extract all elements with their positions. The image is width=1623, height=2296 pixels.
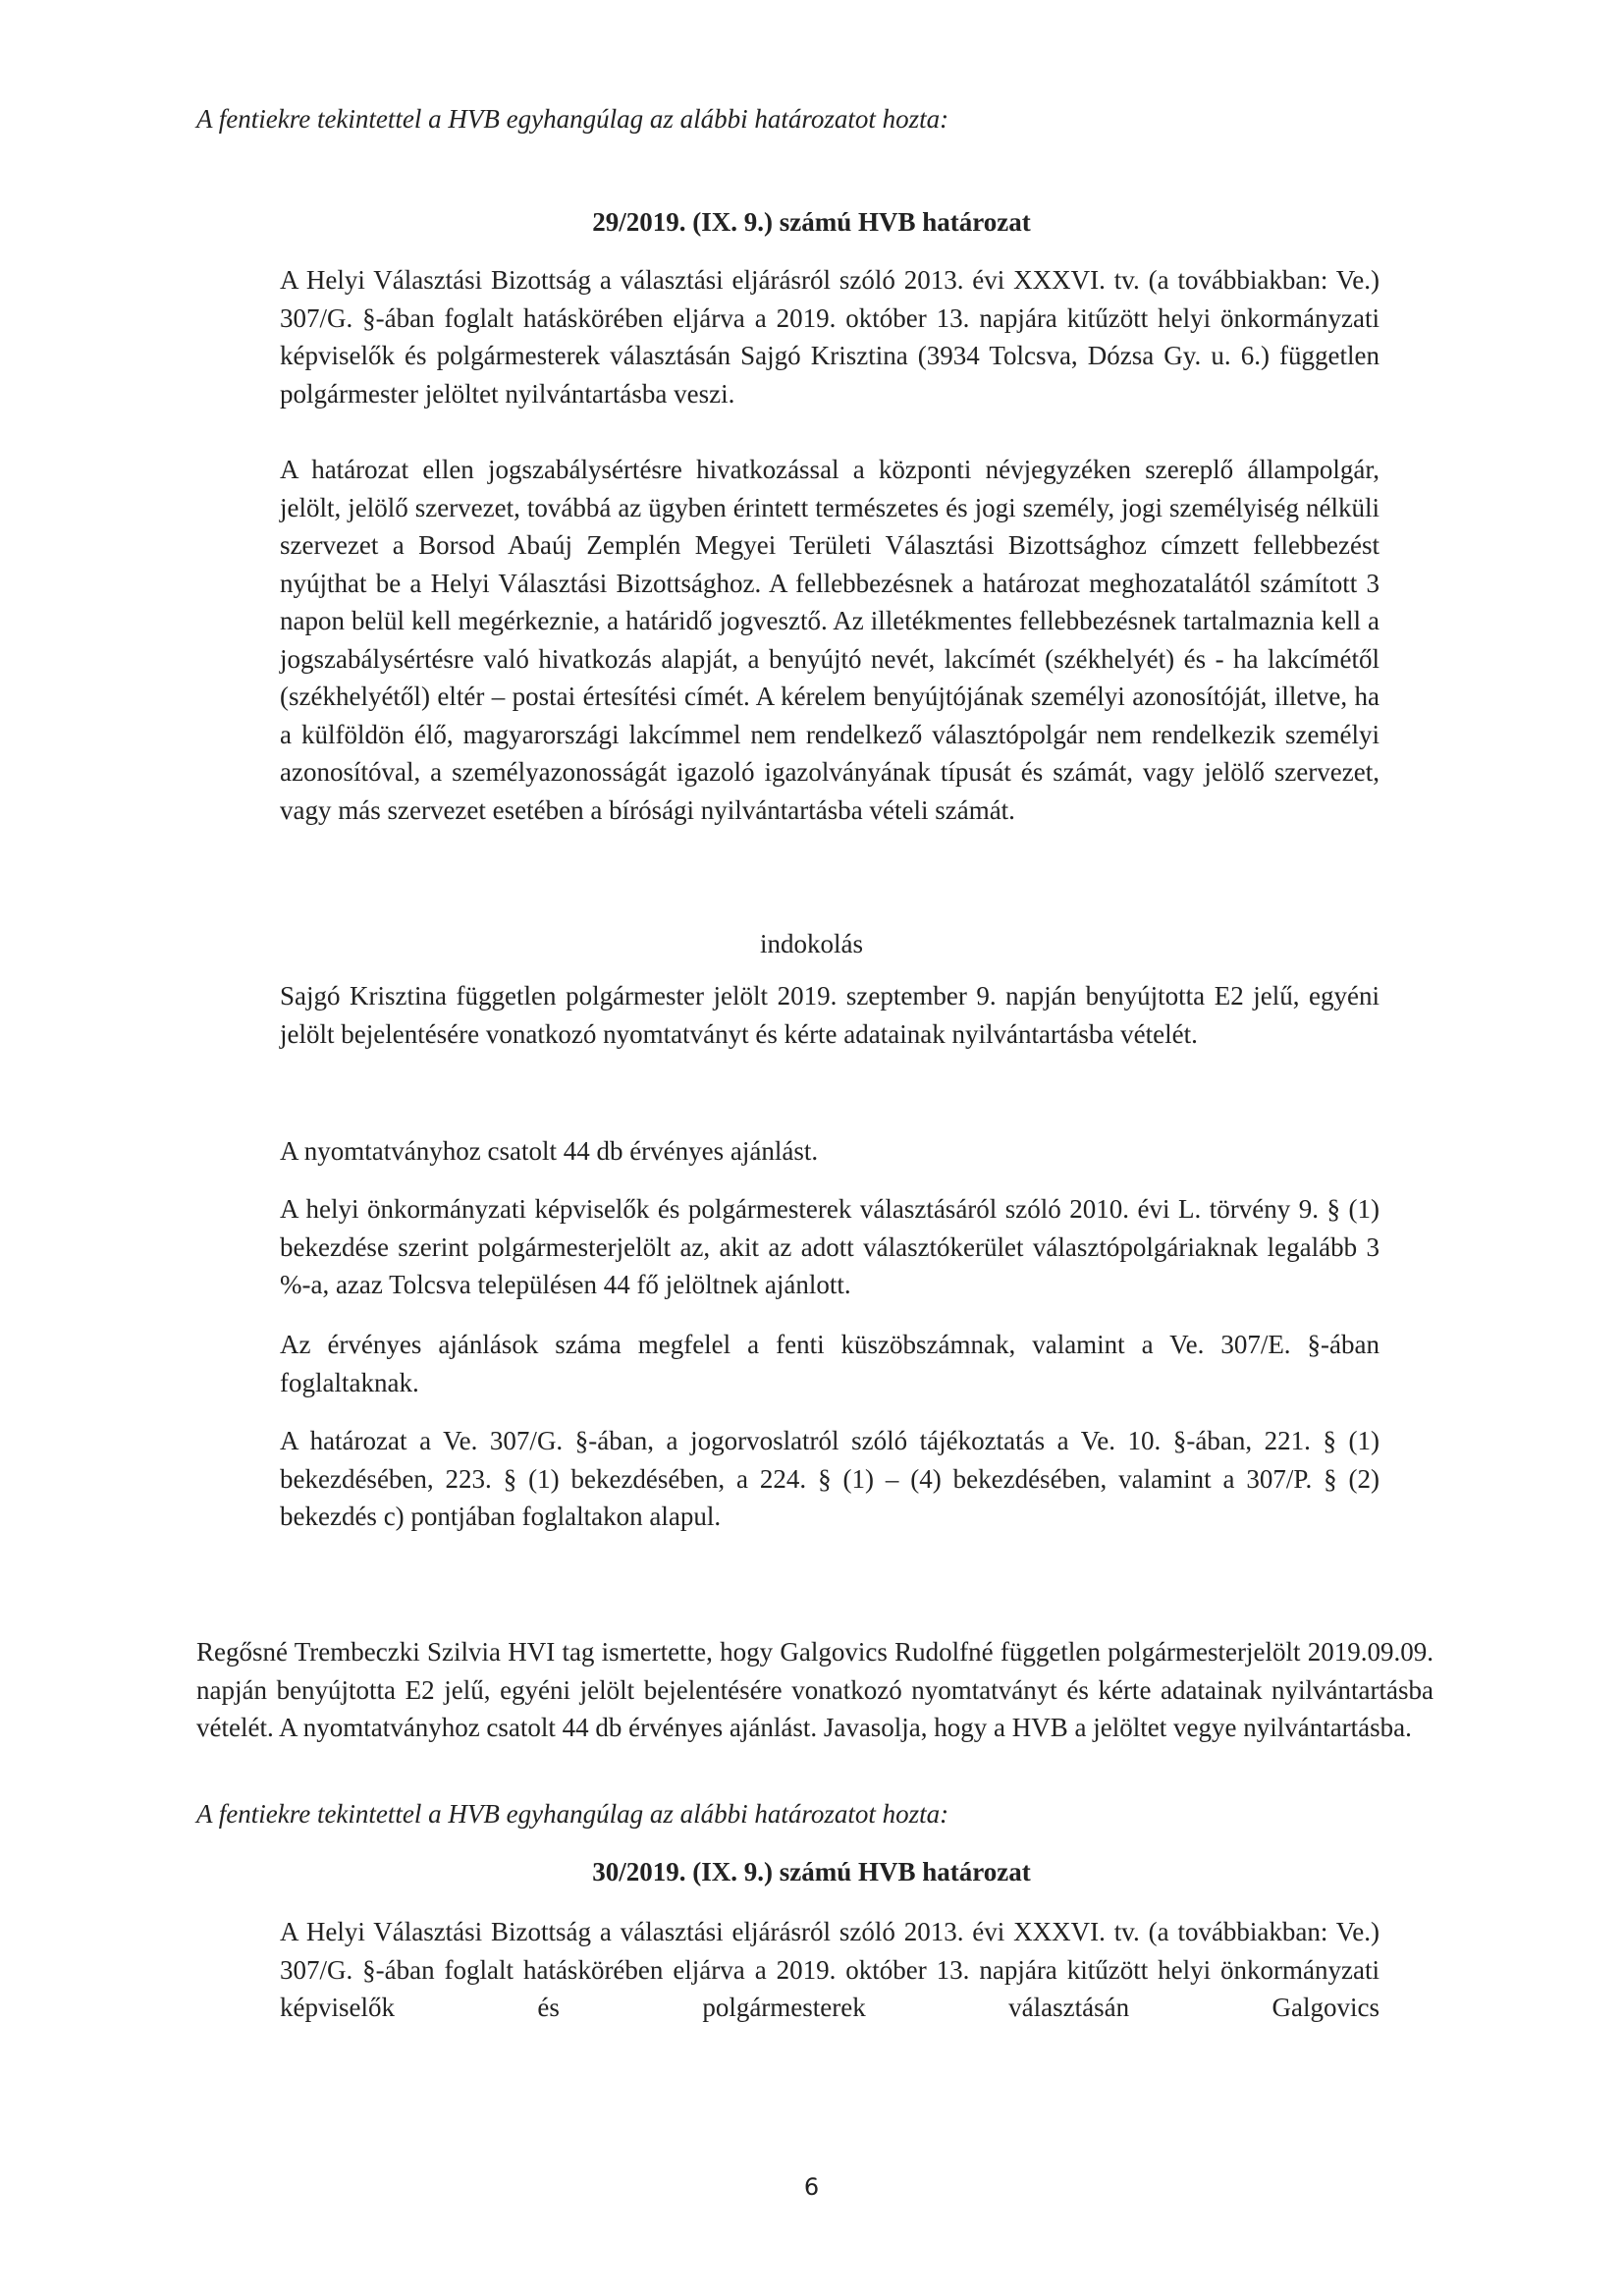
decision-29-body: A Helyi Választási Bizottság a választási eljárásról szóló 2013. évi XXXVI. tv. (a továbbiakban: Ve.) 307/G. §-ában foglalt hatáskörében eljárva a 2019. október 13. napjára kitűzött helyi önkormányzati képviselők és polgármesterek választásán Sajgó Krisztina (3934 Tolcsva, Dózsa Gy. u. 6.) független polgármester jelöltet nyilvántartásba veszi.	[280, 265, 1380, 409]
intro-line-2: A fentiekre tekintettel a HVB egyhangúlag az alábbi határozatot hozta:	[196, 1799, 949, 1829]
reason-paragraph-3: A helyi önkormányzati képviselők és polgármesterek választásáról szóló 2010. évi L. törvény 9. § (1) bekezdése szerint polgármesterjelölt az, akit az adott választókerület választópolgáriaknak legalább 3 %-a, azaz Tolcsva településen 44 fő jelöltnek ajánlott.	[280, 1194, 1380, 1299]
decision-29-title: 29/2019. (IX. 9.) számú HVB határozat	[592, 207, 1031, 237]
reasoning-heading: indokolás	[760, 929, 863, 958]
reason-paragraph-2: A nyomtatványhoz csatolt 44 db érvényes ajánlást.	[280, 1136, 819, 1166]
reason-paragraph-1: Sajgó Krisztina független polgármester jelölt 2019. szeptember 9. napján benyújtotta E2 jelű, egyéni jelölt bejelentésére vonatkozó nyomtatványt és kérte adatainak nyilvántartásba vételét.	[280, 981, 1380, 1049]
reason-paragraph-4: Az érvényes ajánlások száma megfelel a fenti küszöbszámnak, valamint a Ve. 307/E. §-ában foglaltaknak.	[280, 1330, 1380, 1397]
decision-29-appeal: A határozat ellen jogszabálysértésre hivatkozással a központi névjegyzéken szereplő állampolgár, jelölt, jelölő szervezet, továbbá az ügyben érintett természetes és jogi személy, jogi személyiség nélküli szervezet a Borsod Abaúj Zemplén Megyei Területi Választási Bizottsághoz címzett fellebbezést nyújthat be a Helyi Választási Bizottsághoz. A fellebbezésnek a határozat meghozatalától számított 3 napon belül kell megérkeznie, a határidő jogvesztő. Az illetékmentes fellebbezésnek tartalmaznia kell a jogszabálysértésre való hivatkozás alapját, a benyújtó nevét, lakcímét (székhelyét) és - ha lakcímétől (székhelyétől) eltér – postai értesítési címét. A kérelem benyújtójának személyi azonosítóját, illetve, ha a külföldön élő, magyarországi lakcímmel nem rendelkező választópolgár nem rendelkezik személyi azonosítóval, a személyazonosságát igazoló igazolványának típusát és számát, vagy jelölő szervezet, vagy más szervezet esetében a bírósági nyilvántartásba vételi számát.	[280, 455, 1380, 825]
minutes-paragraph: Regősné Trembeczki Szilvia HVI tag ismertette, hogy Galgovics Rudolfné független polgármesterjelölt 2019.09.09. napján benyújtotta E2 jelű, egyéni jelölt bejelentésére vonatkozó nyomtatványt és kérte adatainak nyilvántartásba vételét. A nyomtatványhoz csatolt 44 db érvényes ajánlást. Javasolja, hogy a HVB a jelöltet vegye nyilvántartásba.	[196, 1637, 1434, 1742]
decision-30-body: A Helyi Választási Bizottság a választási eljárásról szóló 2013. évi XXXVI. tv. (a továbbiakban: Ve.) 307/G. §-ában foglalt hatáskörében eljárva a 2019. október 13. napjára kitűzött helyi önkormányzati képviselők és polgármesterek választásán Galgovics	[280, 1917, 1380, 2022]
decision-30-title: 30/2019. (IX. 9.) számú HVB határozat	[592, 1857, 1031, 1886]
page-number: 6	[803, 2173, 820, 2201]
intro-line-1: A fentiekre tekintettel a HVB egyhangúlag az alábbi határozatot hozta:	[196, 104, 949, 134]
reason-paragraph-5: A határozat a Ve. 307/G. §-ában, a jogorvoslatról szóló tájékoztatás a Ve. 10. §-ában, 221. § (1) bekezdésében, 223. § (1) bekezdésében, a 224. § (1) – (4) bekezdésében, valamint a 307/P. § (2) bekezdés c) pontjában foglaltakon alapul.	[280, 1426, 1380, 1531]
